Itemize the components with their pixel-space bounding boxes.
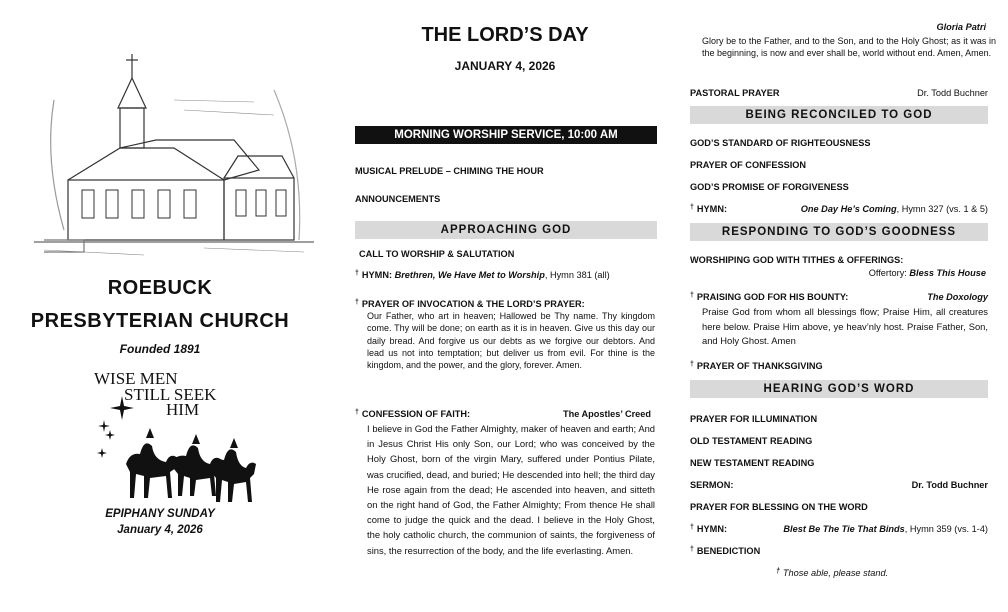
church-illustration: [24, 40, 324, 280]
apostles-creed-text: I believe in God the Father Almighty, maker of heaven and earth; And in Jesus Christ His only Son, our Lord; who was conceived by the Holy Ghost, born of the virgin Mary, suffered under Pontius Pilate, was crucified, dead, and buried; He descended into hell; the third day He rose again from the dead; He ascended into heaven, and sitteth on the right hand of God, the Father Almighty; From thence He shall come to judge the quick and the dead. I believe in the Holy Ghost, the holy catholic church, the communion of saints, the forgiveness of sins, the resurrection of the body, and the life everlasting. Amen.: [367, 423, 655, 556]
stand-mark: †: [690, 361, 694, 368]
hymn-1-label: HYMN:: [361, 270, 395, 280]
stand-note-text: Those able, please stand.: [782, 568, 889, 578]
preacher-name: Dr. Todd Buchner: [911, 480, 988, 490]
praising-label: PRAISING GOD FOR HIS BOUNTY:: [696, 292, 849, 302]
gods-promise: GOD’S PROMISE OF FORGIVENESS: [690, 182, 849, 192]
hymn-3-ref: , Hymn 359 (vs. 1-4): [904, 524, 988, 534]
offertory-label: Offertory:: [868, 268, 910, 278]
church-name-line1: ROEBUCK: [107, 277, 213, 299]
stand-mark: †: [355, 409, 359, 416]
stand-mark: †: [355, 270, 359, 277]
stand-note: [776, 568, 888, 578]
prayer-of-confession: PRAYER OF CONFESSION: [690, 160, 807, 170]
stand-mark: †: [690, 292, 694, 299]
confession-of-faith: [355, 409, 657, 419]
wise-men-line2: STILL SEEK: [124, 385, 217, 404]
cover-panel: [0, 0, 330, 612]
doxology-title: The Doxology: [927, 292, 988, 302]
stand-mark: †: [690, 524, 694, 531]
church-name-line2: PRESBYTERIAN CHURCH: [30, 310, 290, 332]
pastor-name: Dr. Todd Buchner: [917, 88, 988, 98]
stars-icon: [97, 396, 134, 458]
founded-year: Founded 1891: [119, 342, 201, 356]
hymn-1-title: Brethren, We Have Met to Worship: [394, 270, 545, 280]
hymn-2-ref: , Hymn 327 (vs. 1 & 5): [896, 204, 988, 214]
invocation-label: PRAYER OF INVOCATION & THE LORD’S PRAYER:: [361, 299, 585, 309]
hymn-3: [690, 524, 988, 534]
creed-name: The Apostles’ Creed: [563, 409, 651, 419]
tithes-offerings: WORSHIPING GOD WITH TITHES & OFFERINGS:: [690, 255, 904, 265]
stand-mark: †: [690, 204, 694, 211]
sermon: [690, 480, 988, 490]
announcements: ANNOUNCEMENTS: [355, 194, 441, 204]
camels-icon: [126, 428, 256, 502]
stand-mark: †: [355, 299, 359, 306]
service-date: JANUARY 4, 2026: [454, 59, 556, 73]
benediction: [690, 546, 760, 556]
gloria-patri-title: Gloria Patri: [936, 22, 986, 32]
hymn-1-ref: , Hymn 381 (all): [544, 270, 610, 280]
page-title: THE LORD’S DAY: [421, 24, 589, 46]
praising-god: [690, 292, 988, 302]
doxology-text: Praise God from whom all blessings flow; Praise Him, all creatures here below. Praise Him above, ye heav’nly host. Praise Father, Son, and Holy Ghost. Amen: [702, 306, 988, 346]
hymn-2-label: HYMN:: [696, 204, 728, 214]
order-continued-panel: [680, 0, 998, 612]
prayer-of-invocation: [355, 299, 585, 309]
service-heading: MORNING WORSHIP SERVICE, 10:00 AM: [355, 126, 657, 144]
new-testament-reading: NEW TESTAMENT READING: [690, 458, 815, 468]
wise-men-line1: WISE MEN: [94, 369, 178, 388]
hymn-1: [355, 270, 610, 280]
lords-prayer-text: Our Father, who art in heaven; Hallowed be Thy name. Thy kingdom come. Thy will be done; on earth as it is in heaven. Give us this day our daily bread. And forgive us our debts as we forgive our debtors. And lead us not into temptation; but deliver us from evil. For thine is the kingdom, and the power, and the glory, forever. Amen.: [367, 311, 655, 371]
hymn-3-label: HYMN:: [696, 524, 728, 534]
stand-mark: †: [776, 568, 780, 575]
benediction-label: BENEDICTION: [696, 546, 761, 556]
wise-men-illustration: [90, 368, 260, 510]
hymn-2-title: One Day He’s Coming: [800, 204, 897, 214]
hymn-2: [690, 204, 988, 214]
thanksgiving-label: PRAYER OF THANKSGIVING: [696, 361, 823, 371]
call-to-worship: CALL TO WORSHIP & SALUTATION: [359, 249, 515, 259]
confession-label: CONFESSION OF FAITH:: [361, 409, 471, 419]
cover-date: January 4, 2026: [117, 524, 203, 536]
section-responding: RESPONDING TO GOD’S GOODNESS: [690, 223, 988, 241]
section-hearing-gods-word: HEARING GOD’S WORD: [690, 380, 988, 398]
gods-standard: GOD’S STANDARD OF RIGHTEOUSNESS: [690, 138, 871, 148]
section-approaching-god: APPROACHING GOD: [355, 221, 657, 239]
offertory-title: Bless This House: [909, 268, 986, 278]
prayer-for-illumination: PRAYER FOR ILLUMINATION: [690, 414, 818, 424]
stand-mark: †: [690, 546, 694, 553]
wise-men-line3: HIM: [166, 400, 200, 419]
prayer-for-blessing: PRAYER FOR BLESSING ON THE WORD: [690, 502, 868, 512]
pastoral-prayer: [690, 88, 988, 98]
gloria-patri-text: Glory be to the Father, and to the Son, and to the Holy Ghost; as it was in the beginning, is now and ever shall be, world without end. Amen, Amen.: [702, 36, 996, 59]
sermon-label: SERMON:: [690, 480, 734, 490]
prayer-of-thanksgiving: [690, 361, 823, 371]
epiphany-sunday: EPIPHANY SUNDAY: [105, 508, 215, 520]
old-testament-reading: OLD TESTAMENT READING: [690, 436, 813, 446]
musical-prelude: MUSICAL PRELUDE – CHIMING THE HOUR: [355, 166, 544, 176]
offertory: [869, 268, 986, 278]
hymn-3-title: Blest Be The Tie That Binds: [783, 524, 905, 534]
order-of-worship-panel: [345, 0, 665, 612]
pastoral-prayer-label: PASTORAL PRAYER: [690, 88, 780, 98]
section-being-reconciled: BEING RECONCILED TO GOD: [690, 106, 988, 124]
